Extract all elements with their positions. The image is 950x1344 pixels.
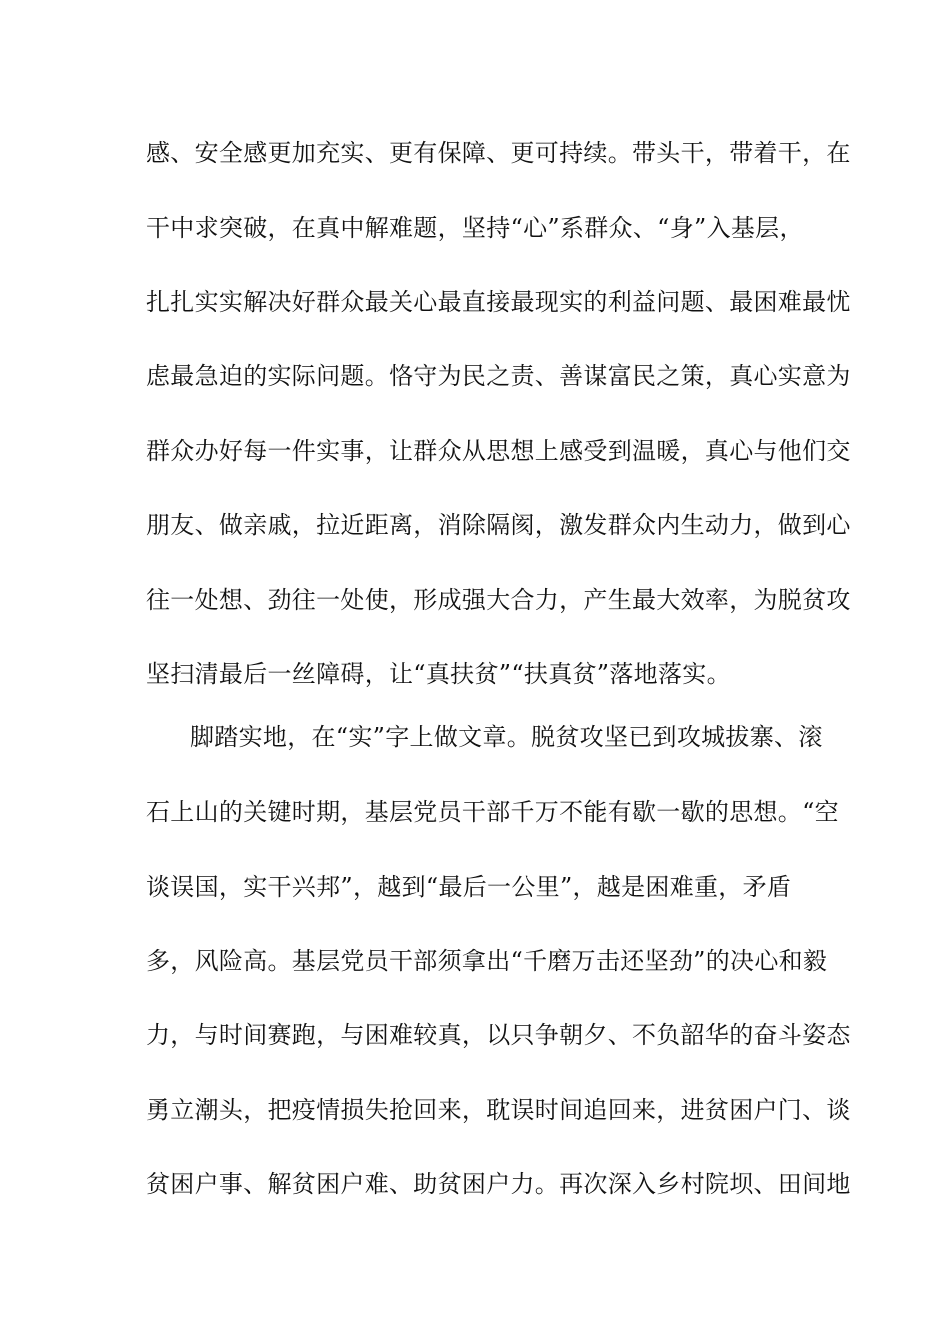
- text-line: 干中求突破，在真中解难题，坚持“心”系群众、“身”入基层，: [146, 214, 804, 242]
- text-line: 群众办好每一件实事，让群众从思想上感受到温暖，真心与他们交: [146, 437, 851, 465]
- text-line: 朋友、做亲戚，拉近距离，消除隔阂，激发群众内生动力，做到心: [146, 511, 851, 539]
- text-line: 扎扎实实解决好群众最关心最直接最现实的利益问题、最困难最忧: [146, 288, 851, 316]
- text-line: 多，风险高。基层党员干部须拿出“千磨万击还坚劲”的决心和毅: [146, 947, 828, 975]
- text-line: 石上山的关键时期，基层党员干部千万不能有歇一歇的思想。“空: [146, 798, 839, 826]
- text-line: 虑最急迫的实际问题。恪守为民之责、善谋富民之策，真心实意为: [146, 362, 851, 390]
- text-line: 感、安全感更加充实、更有保障、更可持续。带头干，带着干，在: [146, 139, 851, 167]
- text-line: 往一处想、劲往一处使，形成强大合力，产生最大效率，为脱贫攻: [146, 586, 851, 614]
- text-line: 力，与时间赛跑，与困难较真，以只争朝夕、不负韶华的奋斗姿态: [146, 1021, 851, 1049]
- paragraph-first-line: 脚踏实地，在“实”字上做文章。脱贫攻坚已到攻城拔寨、滚: [190, 723, 823, 751]
- text-line: 谈误国，实干兴邦”，越到“最后一公里”，越是困难重，矛盾: [146, 873, 792, 901]
- text-line: 勇立潮头，把疫情损失抢回来，耽误时间追回来，进贫困户门、谈: [146, 1096, 851, 1124]
- text-line: 坚扫清最后一丝障碍，让“真扶贫”“扶真贫”落地落实。: [146, 660, 731, 688]
- text-line: 贫困户事、解贫困户难、助贫困户力。再次深入乡村院坝、田间地: [146, 1170, 851, 1198]
